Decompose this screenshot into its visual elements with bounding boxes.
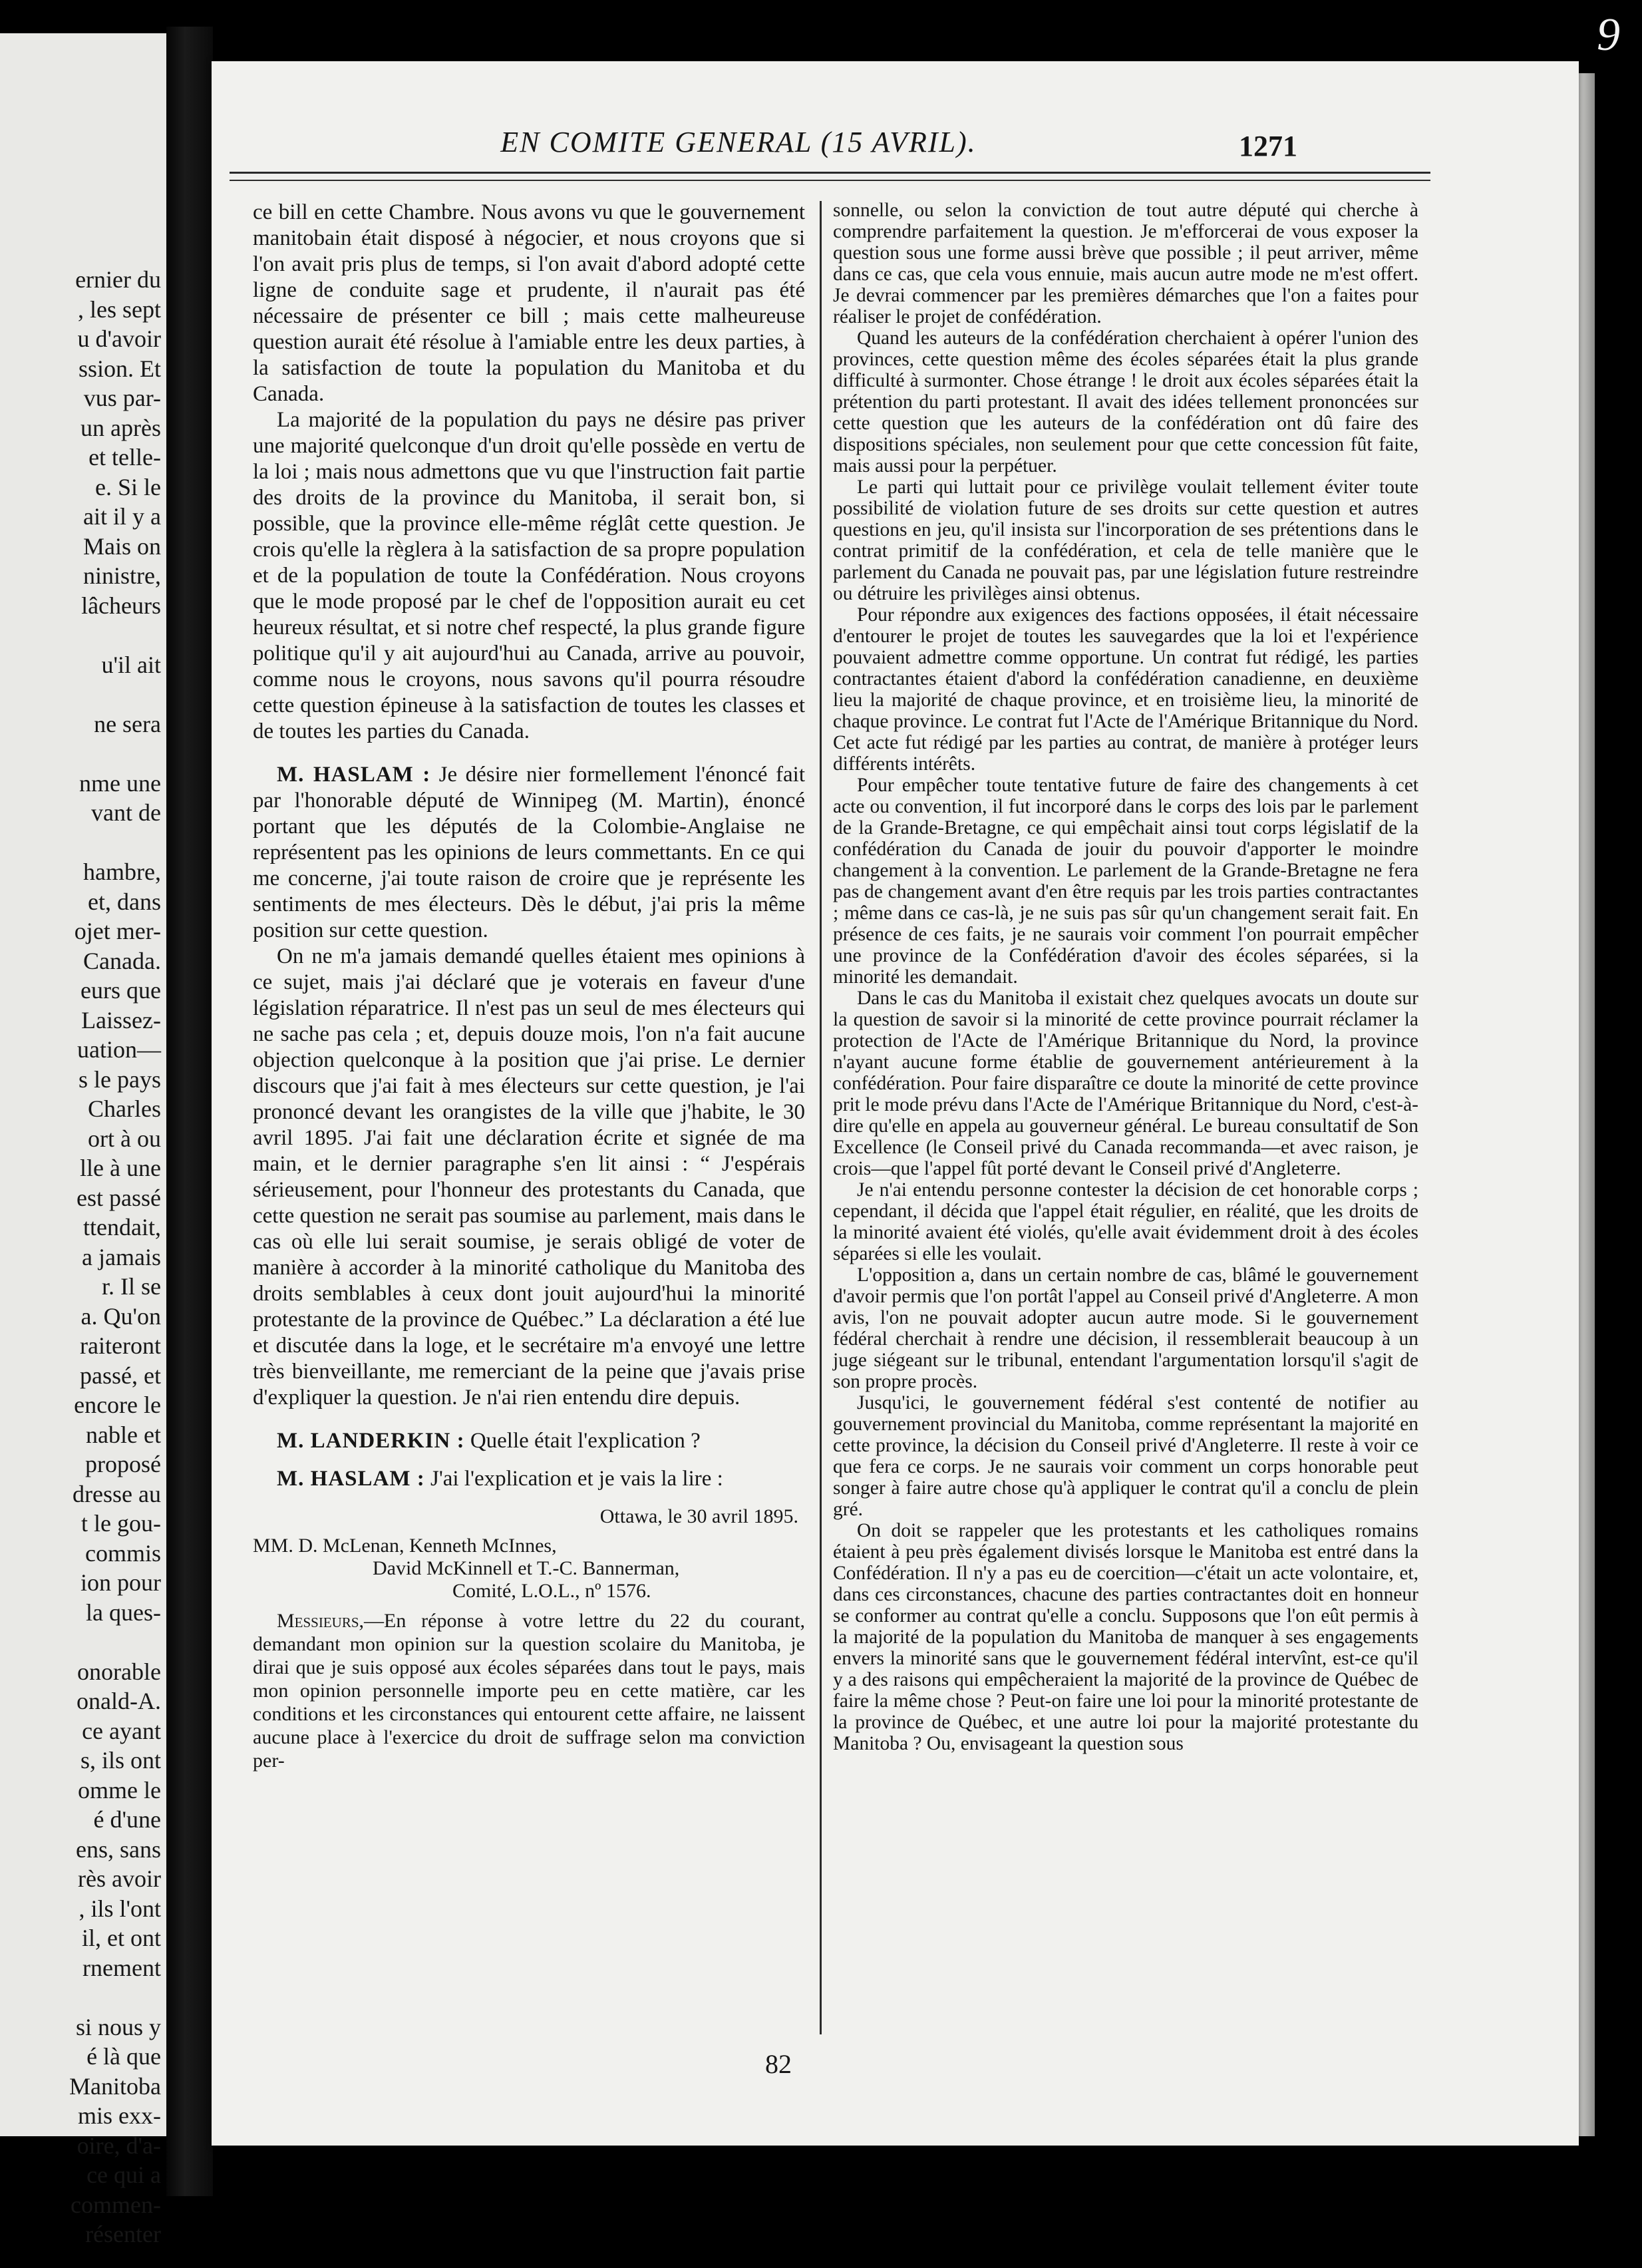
paragraph: Quand les auteurs de la confédération cherchaient à opérer l'union des provinces, cette question même des écoles séparées était la plus grande difficulté à surmonter. Chose étrange ! le droit aux écoles séparées était la prétention du parti protestant. Il avait des idées tellement prononcées sur cette question que les auteurs de la confédération ont dû faire des dispositions spéciales, non seulement pour que cette concession fût faite, mais aussi pour la perpétuer. — [833, 327, 1418, 476]
speech-landerkin — [253, 1428, 805, 1454]
facing-page-line: a. Qu'on — [81, 1302, 161, 1330]
facing-page-line: il, et ont — [82, 1925, 161, 1951]
paragraph: Je n'ai entendu personne contester la décision de cet honorable corps ; cependant, il décida que l'appel était régulier, en réalité, que les droits de la minorité avaient été violés, qu'elle avait évidemment droit à des écoles séparées si elle les voulait. — [833, 1179, 1418, 1264]
facing-page-line: hambre, — [83, 858, 161, 885]
letter-body — [253, 1609, 805, 1772]
right-column — [833, 200, 1418, 1754]
letter-text: —En réponse à votre lettre du 22 du courant, demandant mon opinion sur la question scolaire du Manitoba, je dirai que je suis opposé aux écoles séparées dans tout le pays, mais mon opinion personnelle importe peu en cette matière, car les conditions et les circonstances qui entourent cette affaire, ne laissent aucune place à l'exercice du droit de suffrage selon ma conviction per- — [253, 1610, 805, 1772]
facing-page-line: rnement — [82, 1954, 161, 1981]
facing-page-line: si nous y — [75, 2013, 161, 2040]
paragraph: On doit se rappeler que les protestants et les catholiques romains étaient à peu près également divisés lorsque le Manitoba est entré dans la Confédération. Il n'y a pas eu de coercition—c'était un acte volontaire, et, dans ces circonstances, chacune des parties contractantes doit en honneur se conformer au contrat qu'elle a conclu. Supposons que l'on eût permis à la majorité de la population du Manitoba de manquer à ses engagements envers la minorité sans que le gouvernement fédéral intervînt, est-ce qu'il y a des raisons qui empêcheraient la majorité de la province de Québec de faire la même chose ? Peut-on faire une loi pour la minorité protestante de la province de Québec, et une autre loi pour la majorité protestante du Manitoba ? Ou, envisageant la question sous — [833, 1520, 1418, 1754]
facing-page-line: s le pays — [79, 1065, 161, 1093]
facing-page-line: ort à ou — [88, 1125, 161, 1152]
facing-page-line: ninistre, — [83, 562, 161, 589]
facing-page-line: et telle- — [88, 444, 161, 471]
corner-mark: 9 — [1597, 9, 1620, 61]
facing-page-line: s, ils ont — [80, 1747, 161, 1774]
book-gutter — [166, 27, 213, 2196]
facing-page-line: omme le — [78, 1776, 161, 1803]
facing-page-line: commis — [85, 1539, 161, 1567]
facing-page-line: ion pour — [81, 1569, 161, 1596]
paragraph: L'opposition a, dans un certain nombre de cas, blâmé le gouvernement d'avoir permis que l'on portât l'appel au Conseil privé d'Angleterre. A mon avis, l'on ne pouvait adopter aucun autre mode. Si le gouvernement fédéral cherchait à rendre une décision, il ressemblerait beaucoup à un juge siégeant sur le tribunal, entendant l'argumentation lorsqu'il s'agit de son propre procès. — [833, 1264, 1418, 1392]
page-number: 1271 — [1239, 130, 1297, 162]
facing-page-line: la ques- — [86, 1599, 161, 1626]
facing-page-line: est passé — [77, 1184, 161, 1211]
letter-salutation: Messieurs, — [277, 1610, 365, 1632]
facing-page-line: ne sera — [94, 710, 161, 737]
facing-page-line: t le gou- — [81, 1510, 161, 1537]
facing-page-line: raiteront — [80, 1332, 161, 1359]
facing-page-line: encore le — [74, 1392, 161, 1418]
letter-dateline: Ottawa, le 30 avril 1895. — [599, 1505, 798, 1527]
paragraph: ce bill en cette Chambre. Nous avons vu que le gouvernement manitobain était disposé à négocier, et nous croyons que si l'on avait pris plus de temps, si l'on avait d'abord adopté cette ligne de conduite sage et prudente, il n'aurait pas été nécessaire de présenter ce bill ; mais cette malheureuse question aurait été résolue à l'amiable entre les deux parties, à la satisfaction de toute la population du Manitoba et du Canada. — [253, 200, 805, 406]
facing-page-line: Canada. — [83, 947, 161, 974]
facing-page-line: ttendait, — [83, 1214, 161, 1240]
paragraph: sonnelle, ou selon la conviction de tout autre député qui cherche à comprendre parfaitement la question. Je m'efforcerai de vous exposer la question sous une forme aussi brève que possible ; il peut arriver, même dans ce cas, que cela vous ennuie, mais aucun autre mode ne m'est offert. Je devrai commencer par les premières démarches que l'on a faites pour réaliser le projet de confédération. — [833, 200, 1418, 327]
address-line: Comité, L.O.L., nº 1576. — [452, 1580, 651, 1602]
facing-page-line: nme une — [79, 769, 161, 797]
facing-page-line: , les sept — [78, 295, 161, 323]
facing-page-line: u'il ait — [101, 651, 161, 678]
facing-page-line: ojet mer- — [74, 918, 161, 944]
facing-page-line: Charles — [88, 1095, 161, 1122]
speaker-name: M. HASLAM : — [277, 1467, 425, 1491]
left-column — [253, 200, 805, 1772]
facing-page-line: rès avoir — [78, 1865, 161, 1892]
speech-text: J'ai l'explication et je vais la lire : — [424, 1467, 723, 1491]
speech-haslam-2 — [253, 1466, 805, 1492]
address-line: David McKinnell et T.-C. Bannerman, — [373, 1557, 680, 1579]
header-rule-top — [230, 172, 1430, 174]
facing-page-line: un après — [81, 414, 161, 441]
facing-page-line: Laissez- — [81, 1006, 161, 1034]
paragraph: Pour empêcher toute tentative future de faire des changements à cet acte ou convention, il fut incorporé dans le corps des lois par le parlement de la Grande-Bretagne, ce qui empêchait ainsi tout corps législatif de la confédération du Canada de jouir du pouvoir d'apporter le moindre changement à la convention. Le parlement de la Grande-Bretagne ne fera pas de changement avant d'en être requis par les trois parties contractantes ; même dans ce cas-là, je ne suis pas sûr qu'un changement serait fait. En présence de ces faits, je ne saurais voir comment l'on pourrait empêcher une province de la Confédération d'avoir des écoles séparées, si la minorité les demandait. — [833, 775, 1418, 988]
facing-page-line: nable et — [86, 1421, 161, 1448]
facing-page-line: ce qui a — [86, 2162, 161, 2188]
speech-haslam — [253, 762, 805, 944]
facing-page-line: e. Si le — [95, 473, 161, 500]
facing-page-line: Manitoba — [69, 2072, 161, 2100]
facing-page-line: é là que — [86, 2043, 161, 2070]
facing-page-line: résenter — [85, 2221, 161, 2247]
facing-page-line: eurs que — [81, 977, 161, 1004]
facing-page-line: , ils l'ont — [79, 1895, 161, 1922]
facing-page-line: proposé — [85, 1451, 161, 1477]
paragraph: Jusqu'ici, le gouvernement fédéral s'est contenté de notifier au gouvernement provincial du Manitoba, comme représentant la majorité en cette province, la décision du Conseil privé d'Angleterre. Il reste à voir ce que fera ce corps. Je ne saurais voir comment un corps honorable peut songer à faire autre chose qu'à appliquer le contrat qu'il a conclu de plein gré. — [833, 1392, 1418, 1520]
page-edge — [1579, 73, 1595, 2136]
facing-page-fragment — [0, 33, 166, 2247]
facing-page-line: Mais on — [83, 532, 161, 560]
paragraph: Pour répondre aux exigences des factions opposées, il était nécessaire d'entourer le projet de toutes les sauvegardes que la loi et l'expérience pouvaient admettre comme opportune. Un contrat fut rédigé, les parties contractantes étaient d'abord la confédération canadienne, en deuxième lieu la majorité de chaque province, et en troisième lieu, la minorité de chaque province. Le contrat fut l'Acte de l'Amérique Britannique du Nord. Cet acte fut rédigé par les parties au contrat, de manière à protéger leurs différents intérêts. — [833, 604, 1418, 775]
facing-page-line: é d'une — [93, 1806, 161, 1833]
column-divider — [820, 201, 822, 2034]
facing-page-line: passé, et — [80, 1362, 161, 1389]
speaker-name: M. HASLAM : — [277, 763, 431, 787]
facing-page-line: dresse au — [73, 1480, 161, 1507]
facing-page-line: onorable — [77, 1658, 161, 1685]
facing-page-line: uation— — [77, 1036, 161, 1063]
facing-page-line: ssion. Et — [78, 355, 161, 382]
facing-page-line: mis exx- — [78, 2102, 161, 2129]
facing-page-line: u d'avoir — [77, 325, 161, 352]
speech-text: Quelle était l'explication ? — [464, 1429, 701, 1453]
paragraph: On ne m'a jamais demandé quelles étaient mes opinions à ce sujet, mais j'ai déclaré que je voterais en faveur d'une législation réparatrice. Il n'est pas un seul de mes électeurs qui ne sache pas cela ; et, depuis douze mois, l'on n'a fait aucune objection quelconque à la position que j'ai prise. Le dernier discours que j'ai fait à mes électeurs sur cette question, je l'ai prononcé devant les orangistes de la ville que j'habite, le 30 avril 1895. J'ai fait une déclaration écrite et signée de ma main, et le dernier paragraphe s'en lit ainsi : “ J'espérais sérieusement, pour l'honneur des protestants du Canada, que cette question ne serait pas soumise au parlement, mais dans le cas où elle lui serait soumise, je serais obligé de voter de manière à accorder à la minorité catholique du Manitoba des droits semblables à ceux dont jouit aujourd'hui la minorité protestante de la province de Québec.” La déclaration a été lue et discutée dans la loge, et le secrétaire m'a envoyé une lettre très bienveillante, me remerciant de la peine que j'avais prise d'expliquer la question. Je n'ai rien entendu dire depuis. — [253, 944, 805, 1410]
facing-page-line: ens, sans — [76, 1835, 161, 1863]
header-rule-bottom — [230, 180, 1430, 181]
running-head: EN COMITE GENERAL (15 AVRIL). — [500, 126, 977, 158]
facing-page-line: oire, d'a- — [77, 2132, 161, 2159]
letter-address — [253, 1535, 805, 1603]
paragraph: La majorité de la population du pays ne désire pas priver une majorité quelconque d'un droit qu'elle possède en vertu de la loi ; mais nous admettons que vu que l'instruction fait partie des droits de la province du Manitoba, il serait bon, si possible, que la province elle-même réglât cette question. Je crois qu'elle la règlera à la satisfaction de sa propre population et de la population de toute la Confédération. Nous croyons que le mode proposé par le chef de l'opposition aurait eu cet heureux résultat, et si notre chef respecté, la plus grande figure politique qu'il y ait aujourd'hui au Canada, arrive au pouvoir, comme nous le croyons, nous savons qu'il pourra résoudre cette question épineuse à la satisfaction de toutes les classes et de toutes les parties du Canada. — [253, 408, 805, 743]
signature-number: 82 — [765, 2049, 792, 2079]
facing-page-line: onald-A. — [77, 1688, 161, 1714]
speech-text: Je désire nier formellement l'énoncé fait par l'honorable député de Winnipeg (M. Martin), énoncé portant que les députés de la Colombie-Anglaise ne représentent pas les opinions de leurs commettants. En ce qui me concerne, j'ai toute raison de croire que je représente les sentiments de mes électeurs. Dès le début, j'ai pris la même position sur cette question. — [253, 763, 805, 942]
facing-page-line: et, dans — [88, 888, 161, 915]
facing-page-line: a jamais — [82, 1243, 161, 1270]
facing-page-line: lâcheurs — [81, 592, 161, 619]
facing-page-line: vant de — [91, 799, 161, 826]
facing-page-line: ernier du — [75, 266, 161, 293]
facing-page-line: vus par- — [83, 385, 161, 411]
paragraph: Dans le cas du Manitoba il existait chez quelques avocats un doute sur la question de savoir si la minorité de cette province pourrait réclamer la protection de l'Acte de l'Amérique Britannique du Nord, la province n'ayant aucune forme établie de gouvernement antérieurement à la confédération. Pour faire disparaître ce doute la minorité de cette province prit le mode prévu dans l'Acte de l'Amérique Britannique du Nord, c'est-à-dire qu'elle en appela au gouverneur général. Le bureau consultatif de Son Excellence (le Conseil privé du Canada recommanda—et avec raison, je crois—que l'appel fût porté devant le Conseil privé d'Angleterre. — [833, 988, 1418, 1179]
facing-page-line: r. Il se — [102, 1273, 161, 1300]
address-line: MM. D. McLenan, Kenneth McInnes, — [253, 1535, 557, 1557]
paragraph: Le parti qui luttait pour ce privilège voulait tellement éviter toute possibilité de violation future de ses droits sur cette question et autres questions en jeu, qu'il insista sur l'incorporation de ses prétentions dans le contrat primitif de la confédération, et cela de telle manière que le parlement du Canada ne pouvait pas, par une législation future restreindre ou détruire les privilèges ainsi obtenus. — [833, 476, 1418, 604]
facing-page-line: ce ayant — [82, 1717, 161, 1744]
speaker-name: M. LANDERKIN : — [277, 1429, 465, 1453]
facing-page-line: commen- — [71, 2191, 161, 2218]
facing-page-line: ait il y a — [83, 503, 161, 530]
facing-page-line: lle à une — [80, 1155, 161, 1181]
